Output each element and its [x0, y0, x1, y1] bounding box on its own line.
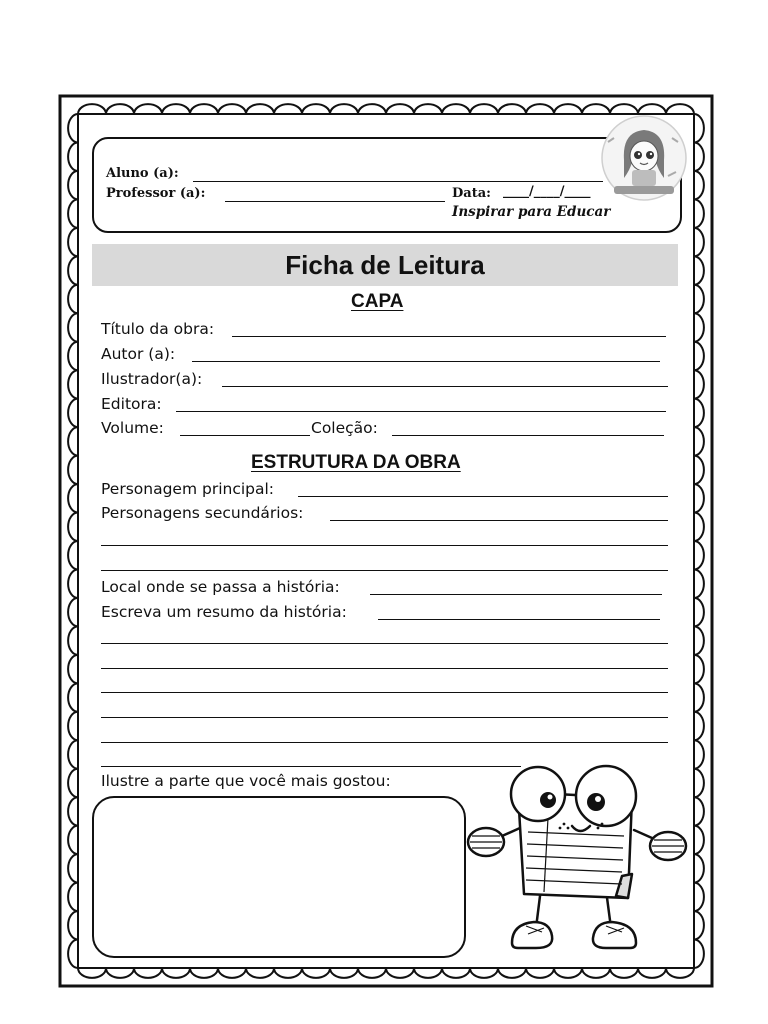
- field-line-main-character[interactable]: [298, 496, 668, 497]
- field-label-volume: Volume:: [101, 419, 164, 437]
- field-label-title: Título da obra:: [101, 320, 215, 338]
- summary-line-4[interactable]: [101, 717, 668, 718]
- illustration-box[interactable]: [92, 796, 466, 958]
- girl-logo-icon: [598, 112, 690, 204]
- field-label-summary: Escreva um resumo da história:: [101, 603, 347, 621]
- field-line-volume[interactable]: [180, 435, 310, 436]
- field-line-title[interactable]: [232, 336, 666, 337]
- field-line-publisher[interactable]: [176, 411, 666, 412]
- field-line-secondary-characters-3[interactable]: [101, 570, 668, 571]
- section-heading-capa: CAPA: [351, 291, 404, 312]
- notebook-mascot-icon: [456, 758, 696, 962]
- student-label: Aluno (a):: [106, 166, 179, 181]
- teacher-label: Professor (a):: [106, 186, 206, 201]
- teacher-name-field[interactable]: [225, 201, 445, 202]
- field-line-author[interactable]: [192, 361, 660, 362]
- field-line-setting[interactable]: [370, 594, 662, 595]
- field-line-collection[interactable]: [392, 435, 664, 436]
- summary-line-1[interactable]: [101, 643, 668, 644]
- section-heading-structure: ESTRUTURA DA OBRA: [251, 452, 461, 473]
- field-label-collection: Coleção:: [311, 419, 378, 437]
- field-label-secondary-characters: Personagens secundários:: [101, 504, 304, 522]
- page-title: Ficha de Leitura: [285, 250, 485, 280]
- field-label-publisher: Editora:: [101, 395, 162, 413]
- field-line-secondary-characters[interactable]: [330, 520, 668, 521]
- field-label-main-character: Personagem principal:: [101, 480, 275, 498]
- date-label: Data:: [452, 186, 491, 201]
- date-field[interactable]: ____/____/____: [503, 184, 591, 199]
- tagline: Inspirar para Educar: [452, 204, 611, 220]
- summary-line-3[interactable]: [101, 692, 668, 693]
- field-line-illustrator[interactable]: [222, 386, 668, 387]
- field-line-summary[interactable]: [378, 619, 660, 620]
- summary-line-5[interactable]: [101, 742, 668, 743]
- field-label-author: Autor (a):: [101, 345, 176, 363]
- field-label-illustrator: Ilustrador(a):: [101, 370, 203, 388]
- summary-line-2[interactable]: [101, 668, 668, 669]
- field-label-setting: Local onde se passa a história:: [101, 578, 340, 596]
- student-name-field[interactable]: [193, 181, 603, 182]
- field-line-secondary-characters-2[interactable]: [101, 545, 668, 546]
- illustration-prompt: Ilustre a parte que você mais gostou:: [101, 772, 391, 790]
- title-band: [92, 244, 678, 286]
